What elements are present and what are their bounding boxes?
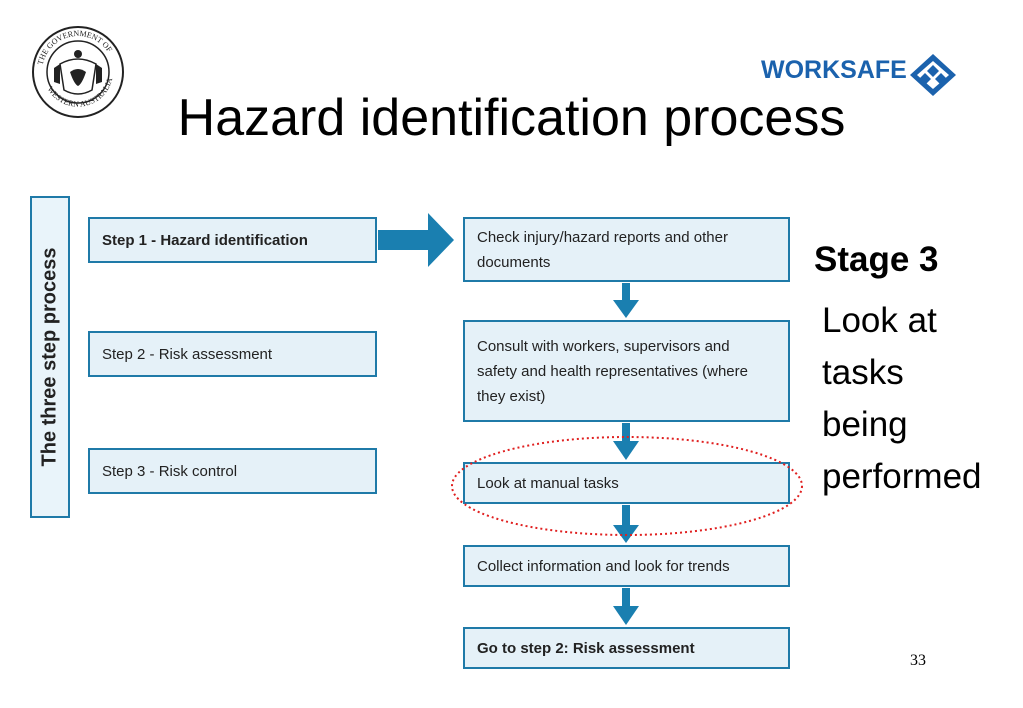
flow-item-label: Collect information and look for trends [477, 557, 730, 575]
big-right-arrow-icon [378, 213, 454, 267]
down-arrow-icon [613, 505, 639, 543]
flow-item-label: Consult with workers, supervisors and safety and health representatives (where they exist) [477, 337, 748, 405]
stage-description [822, 295, 1022, 503]
logo-text-work: WORK [761, 56, 841, 84]
stage-line: performed [822, 457, 982, 496]
stage-title: Stage 3 [814, 240, 939, 279]
down-arrow-icon [613, 588, 639, 625]
down-arrow-icon [613, 423, 639, 460]
flow-item-label: Check injury/hazard reports and other documents [477, 228, 728, 271]
down-arrow-icon [613, 283, 639, 318]
svg-text:WESTERN AUSTRALIA: WESTERN AUSTRALIA [45, 76, 115, 109]
logo-text-safe: SAFE [840, 56, 907, 84]
step-1-label: Step 1 - Hazard identification [102, 231, 308, 249]
step-3-label: Step 3 - Risk control [102, 462, 238, 480]
slide-title: Hazard identification process [177, 89, 846, 147]
process-label: The three step process [38, 247, 61, 467]
page-number: 33 [910, 652, 926, 669]
stage-line: tasks [822, 353, 904, 392]
stage-line: Look at [822, 301, 937, 340]
flow-item-label: Look at manual tasks [477, 474, 619, 492]
flow-item-label: Go to step 2: Risk assessment [477, 639, 695, 657]
svg-text:THE GOVERNMENT OF: THE GOVERNMENT OF [35, 28, 115, 66]
stage-line: being [822, 405, 908, 444]
step-2-label: Step 2 - Risk assessment [102, 345, 273, 363]
